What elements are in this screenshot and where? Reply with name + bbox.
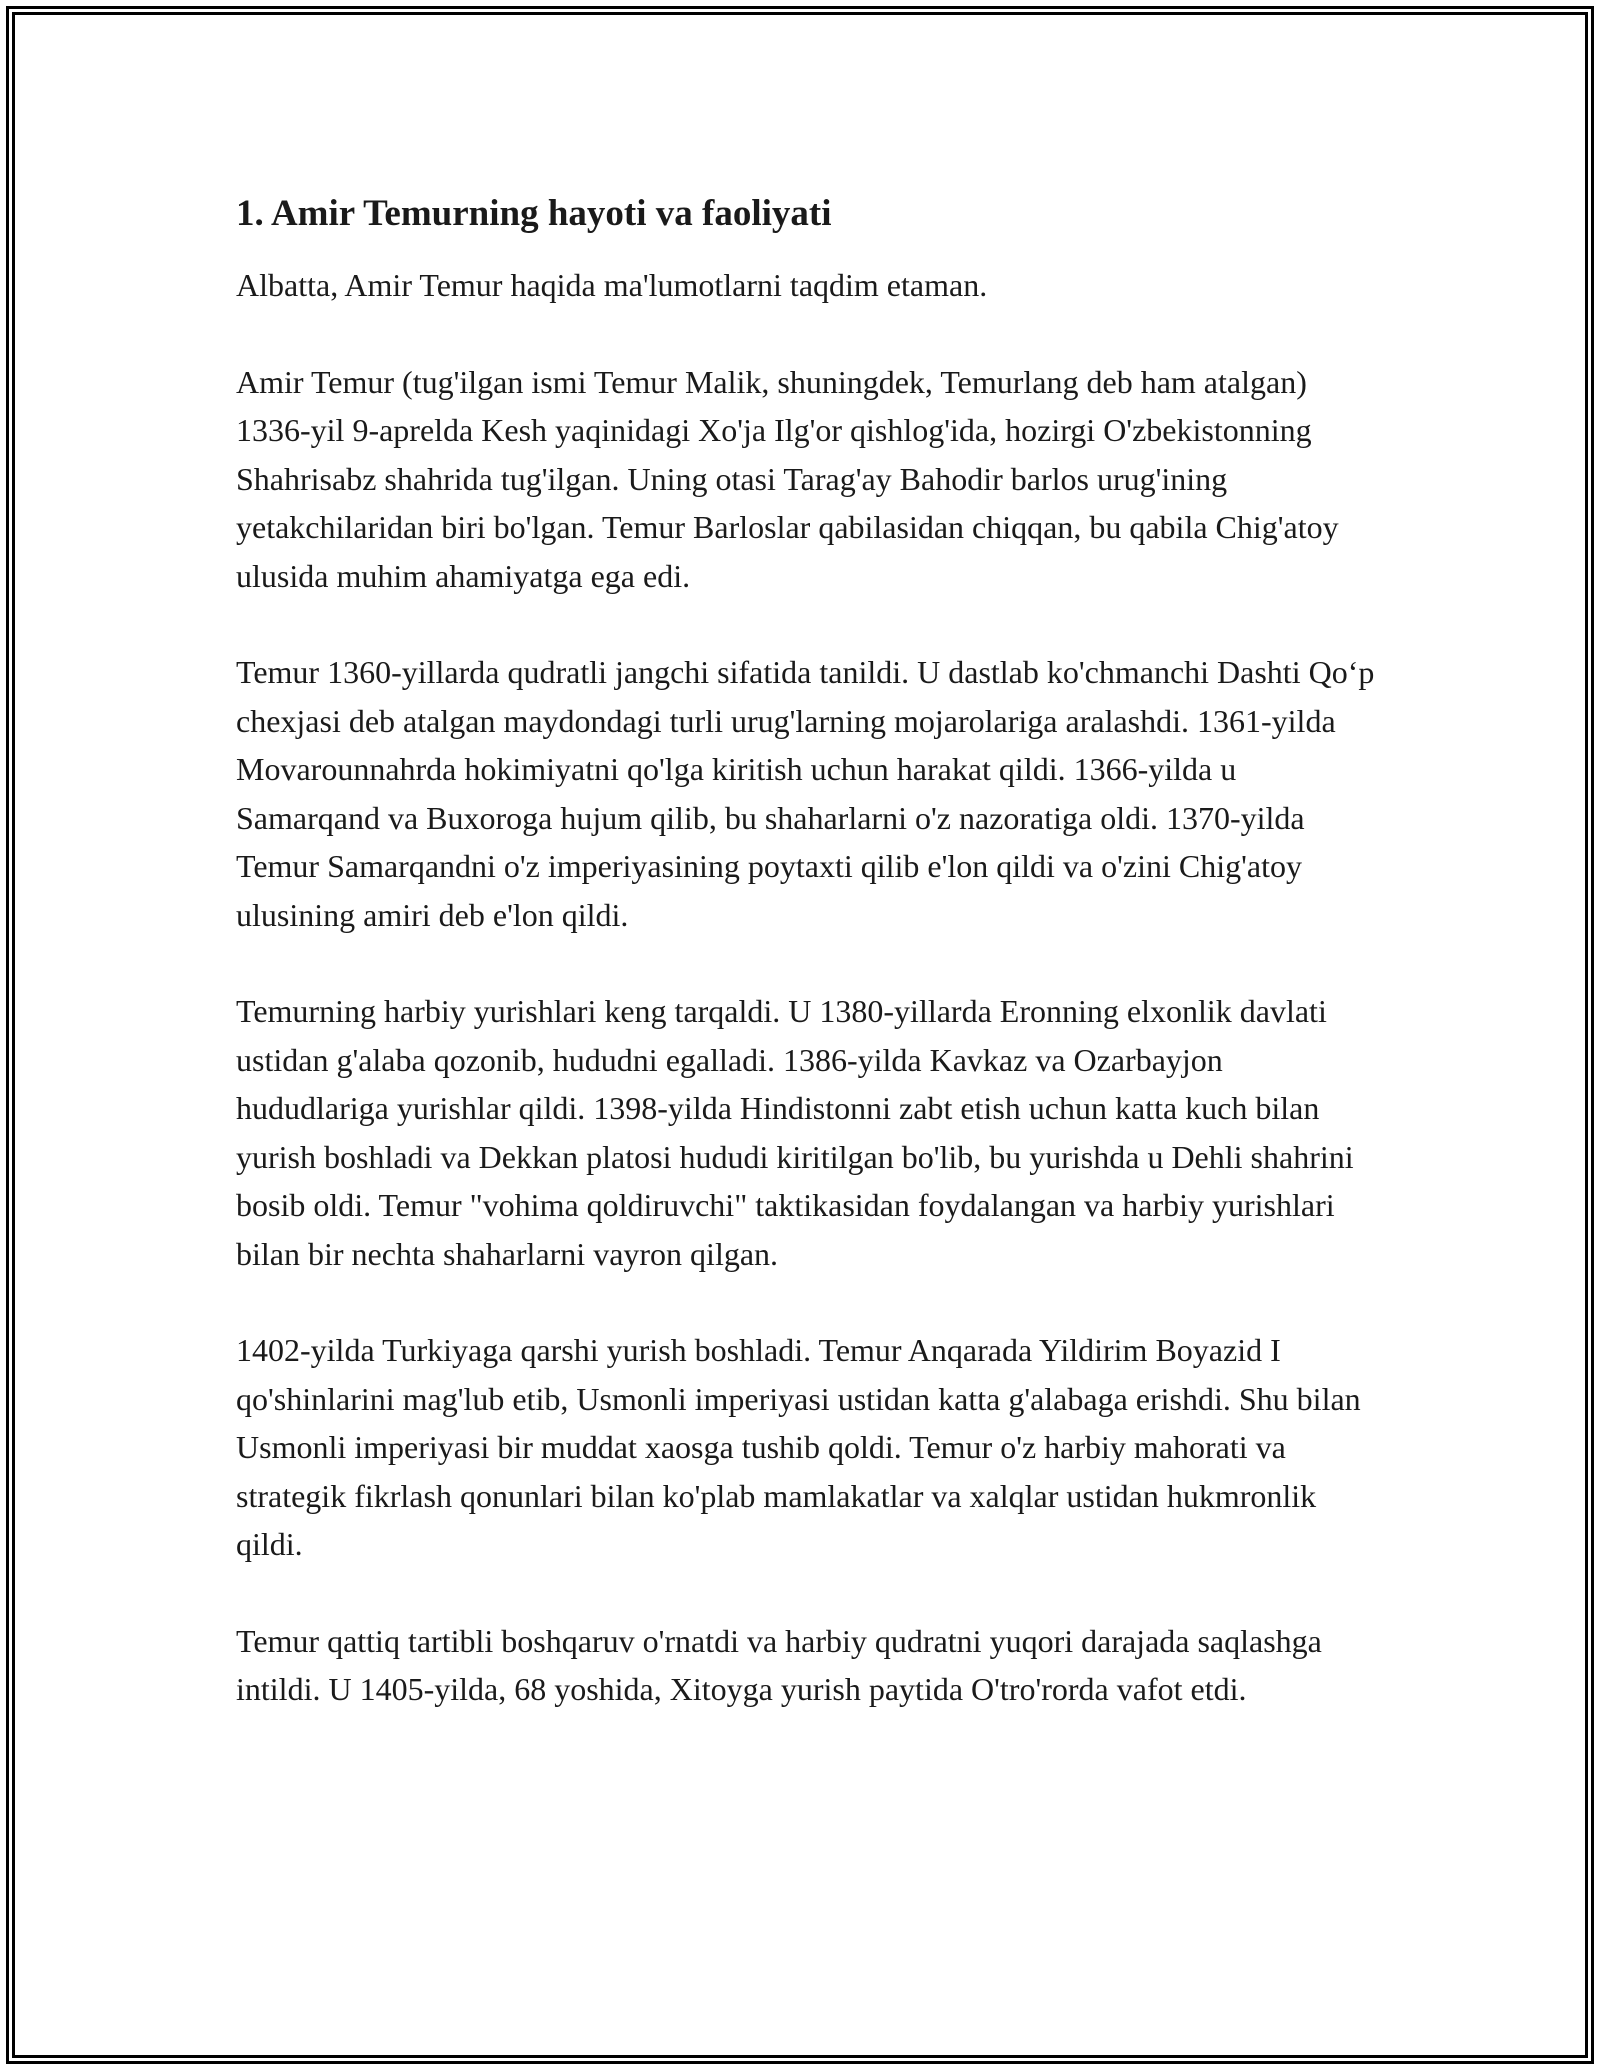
birth-paragraph: Amir Temur (tug'ilgan ismi Temur Malik, shuningdek, Temurlang deb ham atalgan) 1336-yil 9-aprelda Kesh yaqinidagi Xo'ja Ilg'or qishlog'ida, hozirgi O'zbekistonning Shahrisabz shahrida tug'ilgan. Uning otasi Tarag'ay Bahodir barlos urug'ining yetakchilaridan biri bo'lgan. Temur Barloslar qabilasidan chiqqan, bu qabila Chig'atoy ulusida muhim ahamiyatga ega edi. (236, 363, 1339, 594)
document-body (236, 188, 1376, 1762)
death-paragraph: Temur qattiq tartibli boshqaruv o'rnatdi va harbiy qudratni yuqori darajada saqlashga intildi. U 1405-yilda, 68 yoshida, Xitoyga yurish paytida O'tro'rorda vafot etdi. (236, 1622, 1322, 1707)
campaigns-paragraph: Temurning harbiy yurishlari keng tarqaldi. U 1380-yillarda Eronning elxonlik davlati ustidan g'alaba qozonib, hududni egalladi. 1386-yilda Kavkaz va Ozarbayjon hududlariga yurishlar qildi. 1398-yilda Hindistonni zabt etish uchun katta kuch bilan yurish boshladi va Dekkan platosi hududi kiritilgan bo'lib, bu yurishda u Dehli shahrini bosib oldi. Temur "vohima qoldiruvchi" taktikasidan foydalangan va harbiy yurishlari bilan bir nechta shaharlarni vayron qilgan. (236, 993, 1354, 1272)
intro-paragraph: Albatta, Amir Temur haqida ma'lumotlarni taqdim etaman. (236, 267, 988, 303)
rise-paragraph: Temur 1360-yillarda qudratli jangchi sifatida tanildi. U dastlab ko'chmanchi Dashti Qo‘p chexjasi deb atalgan maydondagi turli urug'larning mojarolariga aralashdi. 1361-yilda Movarounnahrda hokimiyatni qo'lga kiritish uchun harakat qildi. 1366-yilda u Samarqand va Buxoroga hujum qilib, bu shaharlarni o'z nazoratiga oldi. 1370-yilda Temur Samarqandni o'z imperiyasining poytaxti qilib e'lon qildi va o'zini Chig'atoy ulusining amiri deb e'lon qildi. (236, 654, 1375, 933)
document-title: 1. Amir Temurning hayoti va faoliyati (236, 193, 832, 234)
ottoman-paragraph: 1402-yilda Turkiyaga qarshi yurish boshladi. Temur Anqarada Yildirim Boyazid I qo'shinlarini mag'lub etib, Usmonli imperiyasi ustidan katta g'alabaga erishdi. Shu bilan Usmonli imperiyasi bir muddat xaosga tushib qoldi. Temur o'z harbiy mahorati va strategik fikrlash qonunlari bilan ko'plab mamlakatlar va xalqlar ustidan hukmronlik qildi. (236, 1332, 1361, 1562)
